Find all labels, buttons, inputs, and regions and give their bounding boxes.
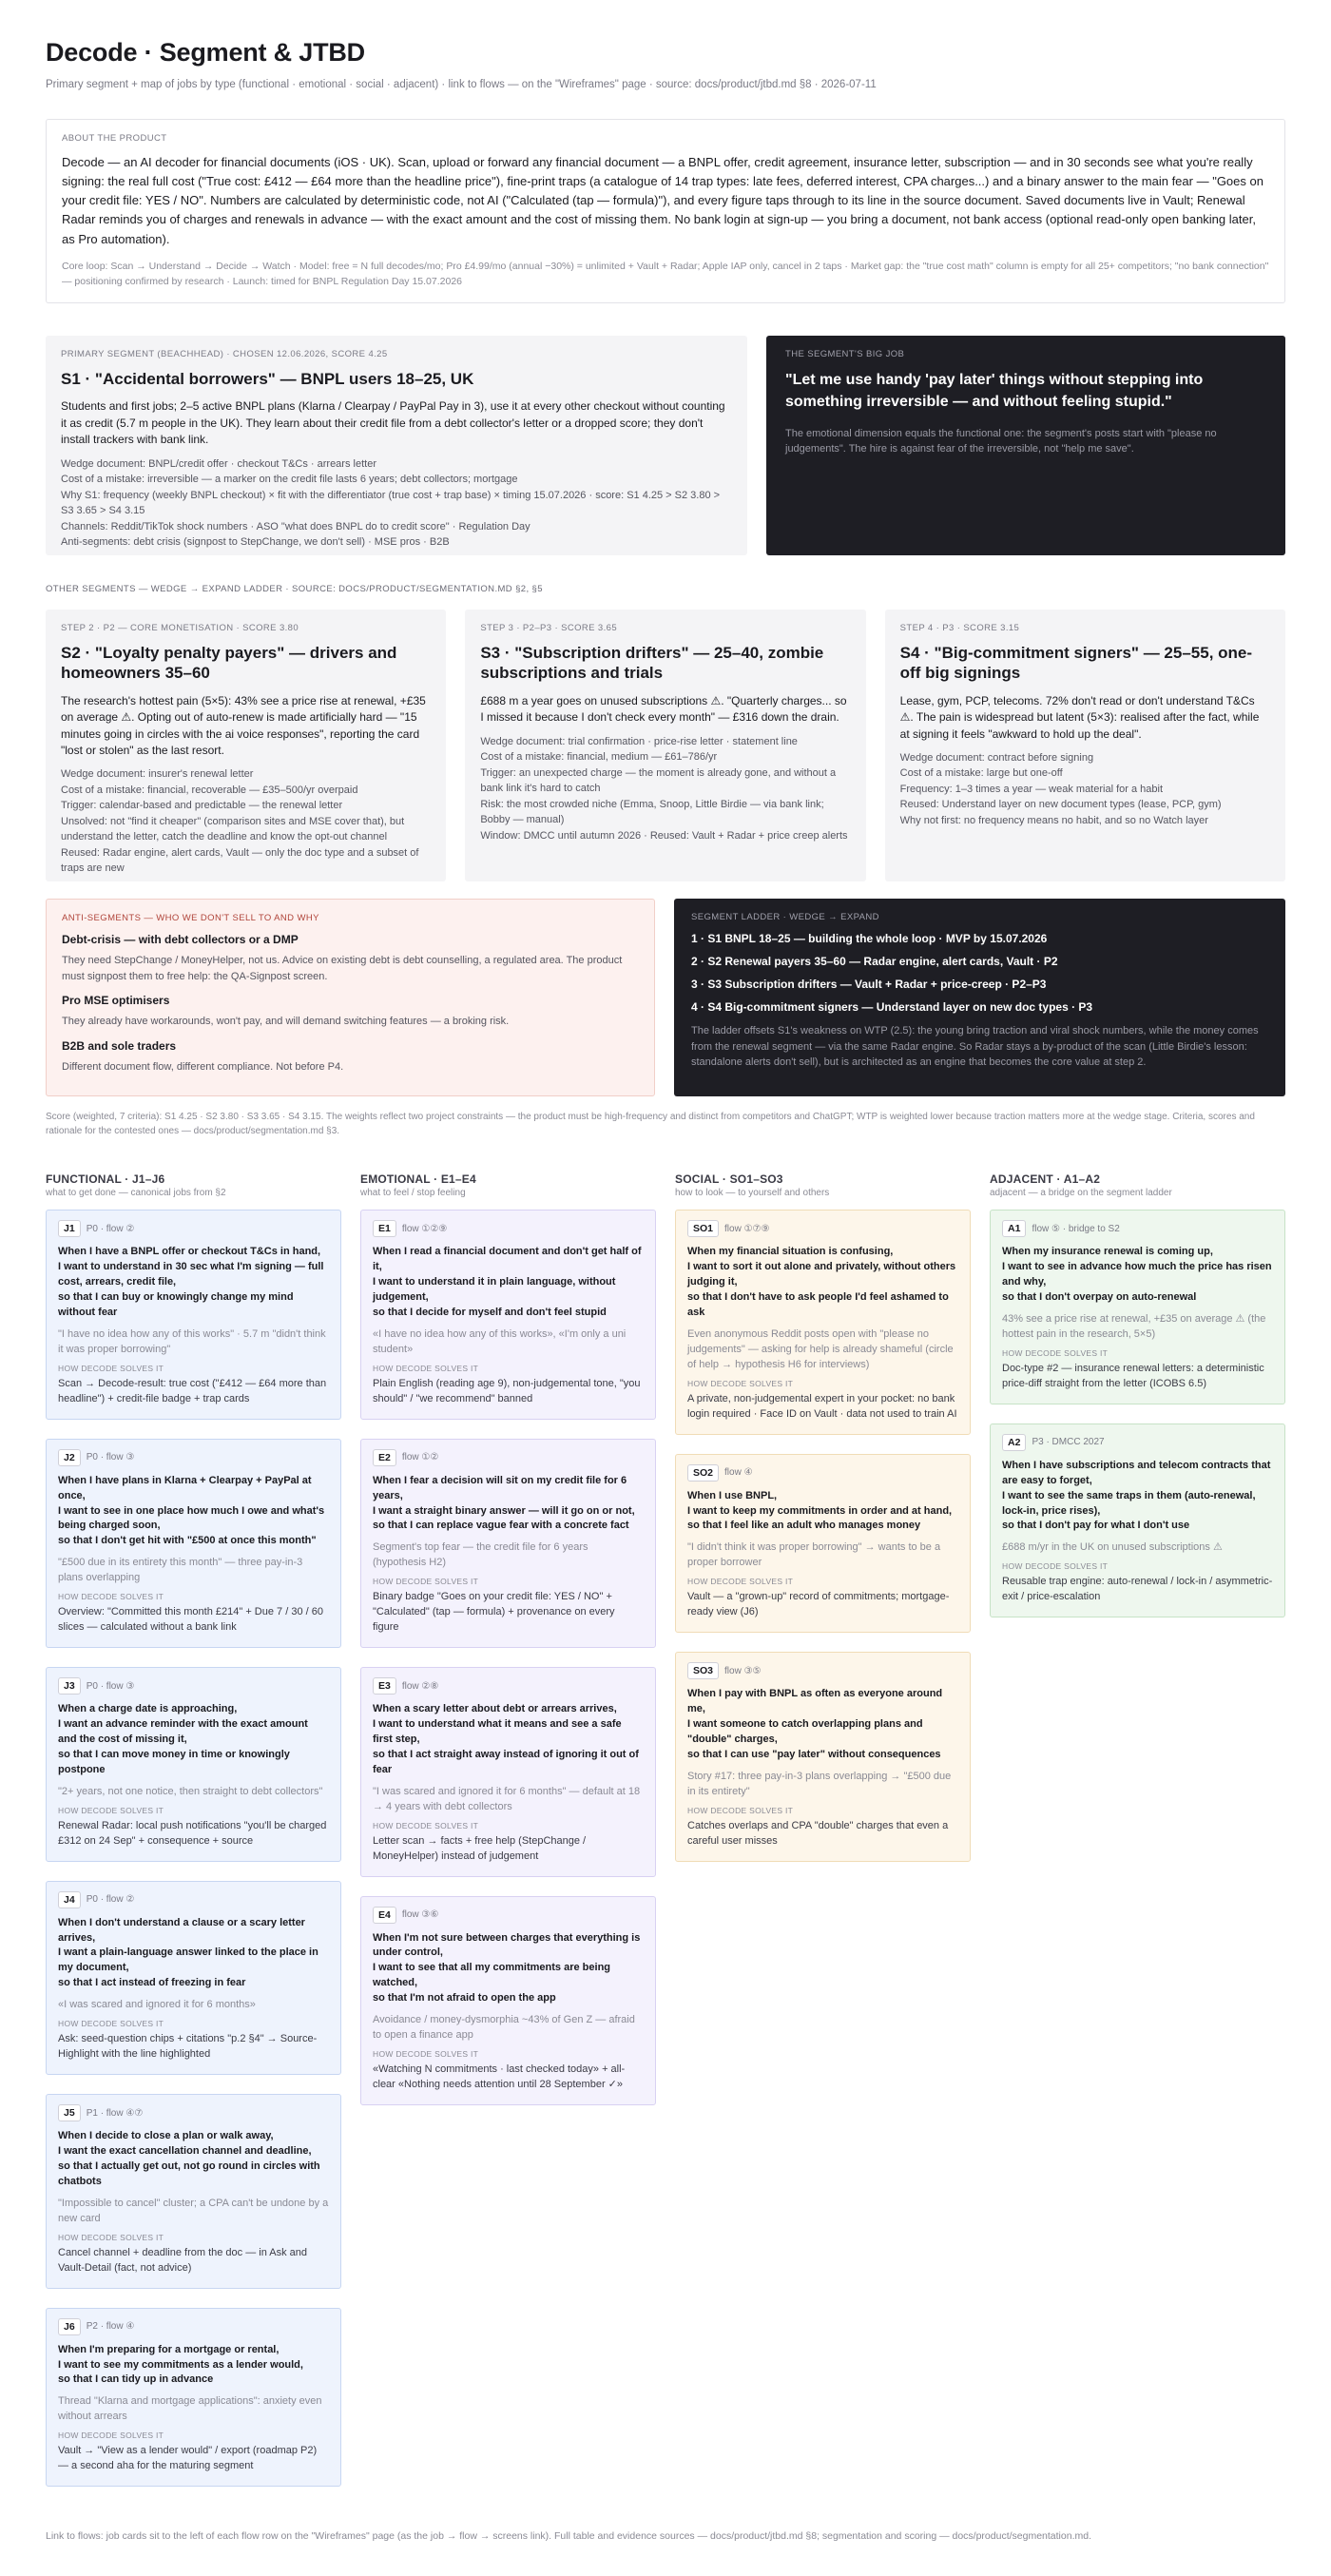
job-statement xyxy=(373,1702,644,1778)
job-statement-line: so that I decide for myself and don't feel stupid xyxy=(373,1306,607,1318)
job-card-header xyxy=(373,1220,644,1237)
anti-items xyxy=(62,933,639,1075)
job-statement-line: so that I can move money in time or knowingly postpone xyxy=(58,1748,290,1775)
job-card-header xyxy=(58,2104,329,2121)
job-statement-line: When I'm preparing for a mortgage or rental, xyxy=(58,2343,280,2355)
segment-label: STEP 4 · P3 · SCORE 3.15 xyxy=(899,623,1020,634)
job-statement xyxy=(58,1474,329,1550)
job-statement-line: so that I can replace vague fear with a concrete fact xyxy=(373,1520,629,1532)
job-evidence: Story #17: three pay-in-3 plans overlapping → "£500 due in its entirety" xyxy=(687,1770,952,1797)
how-decode-solves-label: HOW DECODE SOLVES IT xyxy=(58,1805,164,1815)
job-statement-line: When I read a financial document and don't get half of it, xyxy=(373,1246,642,1273)
job-card-header xyxy=(58,1449,329,1466)
segment-label: STEP 3 · P2–P3 · SCORE 3.65 xyxy=(480,623,618,634)
segment-card xyxy=(465,610,865,881)
job-statement-line: so that I can use "pay later" without consequences xyxy=(687,1748,941,1760)
segment-label: STEP 2 · P2 — CORE MONETISATION · SCORE 3.80 xyxy=(61,623,299,634)
job-meta: flow ⑤ · bridge to S2 xyxy=(1032,1223,1120,1234)
job-evidence: "Impossible to cancel" cluster; a CPA can't be undone by a new card xyxy=(58,2197,329,2224)
ladder-steps xyxy=(691,932,1268,1014)
job-evidence: "2+ years, not one notice, then straight to debt collectors" xyxy=(58,1785,323,1797)
score-note: Score (weighted, 7 criteria): S1 4.25 · S2 3.80 · S3 3.65 · S4 3.15. The weights reflect two project constraints — the product must be high-frequency and distinct from competitors and ChatGPT; WTP is weighted lower because traction matters more at the wedge stage. Criteria, scores and rationale for the contested ones — docs/product/segmentation.md §3. xyxy=(46,1112,1255,1137)
job-meta: P0 · flow ③ xyxy=(86,1452,135,1463)
job-solution: Plain English (reading age 9), non-judgemental tone, "you should" / "we recommend" banned xyxy=(373,1377,641,1404)
job-card-header xyxy=(1002,1220,1273,1237)
job-evidence: «I have no idea how any of this works», «I'm only a uni student» xyxy=(373,1327,627,1355)
how-decode-solves-label: HOW DECODE SOLVES IT xyxy=(1002,1561,1109,1572)
job-id-badge: A1 xyxy=(1002,1220,1026,1237)
job-id-badge: J3 xyxy=(58,1677,81,1695)
primary-detail-line: Wedge document: BNPL/credit offer · checkout T&Cs · arrears letter xyxy=(61,457,376,470)
job-statement-line: I want a straight binary answer — will it go on or not, xyxy=(373,1504,635,1517)
segment-detail-line: Frequency: 1–3 times a year — weak material for a habit xyxy=(899,783,1164,795)
job-statement xyxy=(58,2343,329,2389)
job-statement-line: so that I feel like an adult who manages money xyxy=(687,1520,921,1532)
job-statement-line: When I use BNPL, xyxy=(687,1489,778,1501)
anti-segment-text: They already have workarounds, won't pay, and will demand switching features — a broking risk. xyxy=(62,1016,510,1028)
job-id-badge: SO3 xyxy=(687,1662,719,1679)
job-card xyxy=(990,1424,1285,1618)
job-card xyxy=(360,1210,656,1419)
job-solution: Cancel channel + deadline from the doc — in Ask and Vault-Detail (fact, not advice) xyxy=(58,2246,308,2274)
job-evidence: Avoidance / money-dysmorphia ~43% of Gen Z — afraid to open a finance app xyxy=(373,2014,635,2042)
job-statement-line: so that I can buy or knowingly change my mind without fear xyxy=(58,1291,294,1318)
job-evidence: £688 m/yr in the UK on unused subscriptions ⚠ xyxy=(1002,1541,1223,1554)
job-evidence: "I was scared and ignored it for 6 months" — default at 18 → 4 years with debt collectors xyxy=(373,1785,641,1812)
anti-segment-heading: Pro MSE optimisers xyxy=(62,994,170,1008)
primary-detail-line: Cost of a mistake: irreversible — a marker on the credit file lasts 6 years; debt collectors; mortgage xyxy=(61,474,518,486)
how-decode-solves-label: HOW DECODE SOLVES IT xyxy=(373,1363,479,1373)
segment-detail-line: Reused: Understand layer on new document types (lease, PCP, gym) xyxy=(899,799,1222,811)
job-statement-line: I want someone to catch overlapping plans and "double" charges, xyxy=(687,1718,923,1745)
how-decode-solves-label: HOW DECODE SOLVES IT xyxy=(1002,1347,1109,1358)
job-evidence: Segment's top fear — the credit file for 6 years (hypothesis H2) xyxy=(373,1541,588,1569)
big-job-quote: "Let me use handy 'pay later' things without stepping into something irreversible — and without feeling stupid." xyxy=(785,372,1204,411)
job-card xyxy=(46,2094,341,2289)
jobs-column xyxy=(990,1172,1285,2506)
job-id-badge: J1 xyxy=(58,1220,81,1237)
segment-detail-line: Risk: the most crowded niche (Emma, Snoop, Little Birdie — via bank link; Bobby — manual) xyxy=(480,798,824,826)
job-id-badge: E2 xyxy=(373,1449,396,1466)
job-card xyxy=(675,1454,971,1634)
job-meta: P3 · DMCC 2027 xyxy=(1032,1437,1105,1448)
job-card-header xyxy=(58,1677,329,1695)
job-meta: P0 · flow ② xyxy=(86,1223,135,1234)
job-statement xyxy=(687,1245,958,1321)
job-card-header xyxy=(58,2318,329,2335)
ladder-step: 4 · S4 Big-commitment signers — Understand layer on new doc types · P3 xyxy=(691,1000,1093,1015)
anti-ladder-row xyxy=(46,899,1285,1096)
job-evidence: "I didn't think it was proper borrowing" → wants to be a proper borrower xyxy=(687,1541,941,1569)
segment-detail-line: Cost of a mistake: financial, recoverable — £35–500/yr overpaid xyxy=(61,784,358,796)
job-statement-line: When my insurance renewal is coming up, xyxy=(1002,1246,1213,1258)
segment-detail-line: Wedge document: trial confirmation · price-rise letter · statement line xyxy=(480,735,798,747)
primary-label: PRIMARY SEGMENT (BEACHHEAD) · CHOSEN 12.06.2026, SCORE 4.25 xyxy=(61,349,388,360)
jobs-column xyxy=(675,1172,971,2506)
job-solution: Catches overlaps and CPA "double" charges that even a careful user misses xyxy=(687,1819,949,1847)
column-subtitle: how to look — to yourself and others xyxy=(675,1188,830,1199)
job-statement xyxy=(687,1687,958,1763)
how-decode-solves-label: HOW DECODE SOLVES IT xyxy=(58,1592,164,1602)
job-statement-line: When my financial situation is confusing, xyxy=(687,1246,894,1258)
job-statement xyxy=(1002,1245,1273,1306)
job-statement-line: so that I'm not afraid to open the app xyxy=(373,1992,556,2005)
job-meta: flow ①⑦⑨ xyxy=(724,1223,770,1234)
job-evidence: 43% see a price rise at renewal, +£35 on average ⚠ (the hottest pain in the research, 5×5) xyxy=(1002,1312,1266,1340)
job-id-badge: J2 xyxy=(58,1449,81,1466)
primary-lead: Students and first jobs; 2–5 active BNPL plans (Klarna / Clearpay / PayPal Pay in 3), use it at every other checkout without counting it as credit (5.7 m people in the UK). They learn about their credit file from a debt collector's letter or a dropped score; they don't install trackers with bank link. xyxy=(61,399,725,447)
job-card-header xyxy=(373,1677,644,1695)
segment-lead: Lease, gym, PCP, telecoms. 72% don't read or don't understand T&Cs ⚠. The pain is widespread but latent (5×3): realised after the fact, while at signing it feels "awkward to hold up the deal". xyxy=(899,693,1260,741)
job-statement-line: I want to keep my commitments in order and at hand, xyxy=(687,1504,953,1517)
about-panel xyxy=(46,119,1285,303)
how-decode-solves-label: HOW DECODE SOLVES IT xyxy=(373,1577,479,1587)
ladder-step: 1 · S1 BNPL 18–25 — building the whole loop · MVP by 15.07.2026 xyxy=(691,932,1048,946)
anti-segment-text: They need StepChange / MoneyHelper, not us. Advice on existing debt is debt counselling, a regulated area. The product must signpost them to free help: the QA-Signpost screen. xyxy=(62,955,623,982)
big-job-card xyxy=(766,336,1285,555)
job-statement-line: When I decide to close a plan or walk away, xyxy=(58,2130,274,2142)
job-statement-line: I want to understand it in plain language, without judgement, xyxy=(373,1276,616,1304)
other-segments-label: OTHER SEGMENTS — WEDGE → EXPAND LADDER · SOURCE: DOCS/PRODUCT/SEGMENTATION.MD §2, §5 xyxy=(46,584,543,595)
job-solution: Reusable trap engine: auto-renewal / lock-in / asymmetric-exit / price-escalation xyxy=(1002,1576,1273,1603)
job-statement xyxy=(373,1245,644,1321)
job-statement-line: I want to see in one place how much I owe and what's being charged soon, xyxy=(58,1504,325,1532)
ladder-step: 2 · S2 Renewal payers 35–60 — Radar engine, alert cards, Vault · P2 xyxy=(691,955,1058,969)
primary-detail-line: Channels: Reddit/TikTok shock numbers · ASO "what does BNPL do to credit score" · Regulation Day xyxy=(61,520,530,533)
anti-segment-heading: B2B and sole traders xyxy=(62,1038,177,1053)
segment-detail-line: Unsolved: not "find it cheaper" (comparison sites and MSE cover that), but understand the letter, catch the deadline and know the opt-out channel xyxy=(61,815,405,843)
job-solution: Overview: "Committed this month £214" + Due 7 / 30 / 60 slices — calculated without a bank link xyxy=(58,1606,323,1634)
column-title: SOCIAL · SO1–SO3 xyxy=(675,1172,783,1187)
how-decode-solves-label: HOW DECODE SOLVES IT xyxy=(58,2019,164,2029)
job-statement-line: I want to sort it out alone and privately, without others judging it, xyxy=(687,1261,956,1288)
job-evidence: «I was scared and ignored it for 6 months» xyxy=(58,1999,256,2011)
job-id-badge: SO1 xyxy=(687,1220,719,1237)
job-card-header xyxy=(58,1891,329,1908)
anti-segment-heading: Debt-crisis — with debt collectors or a DMP xyxy=(62,933,299,947)
segment-detail-line: Trigger: calendar-based and predictable — the renewal letter xyxy=(61,800,343,812)
job-id-badge: J6 xyxy=(58,2318,81,2335)
job-meta: P1 · flow ④⑦ xyxy=(86,2107,144,2119)
job-statement-line: I want to see that all my commitments are being watched, xyxy=(373,1962,611,1989)
job-card xyxy=(360,1439,656,1648)
job-statement-line: so that I don't pay for what I don't use xyxy=(1002,1520,1190,1532)
job-statement-line: so that I act straight away instead of ignoring it out of fear xyxy=(373,1748,639,1775)
jobs-column xyxy=(360,1172,656,2506)
segment-lead: £688 m a year goes on unused subscriptions ⚠. "Quarterly charges... so I missed it because I don't check every month" — £316 down the drain. xyxy=(480,693,847,725)
job-solution: Vault → "View as a lender would" / export (roadmap P2) — a second aha for the maturing segment xyxy=(58,2445,318,2472)
job-statement-line: I want to see my commitments as a lender would, xyxy=(58,2358,303,2371)
job-statement xyxy=(687,1489,958,1535)
job-id-badge: J5 xyxy=(58,2104,81,2121)
job-evidence: "£500 due in its entirety this month" — three pay-in-3 plans overlapping xyxy=(58,1557,303,1584)
segment-card xyxy=(885,610,1285,881)
job-solution: A private, non-judgemental expert in your pocket: no bank login required · Face ID on Vault · data not used to train AI xyxy=(687,1392,957,1420)
column-title: FUNCTIONAL · J1–J6 xyxy=(46,1172,165,1187)
job-statement xyxy=(373,1474,644,1535)
job-card xyxy=(46,1439,341,1648)
segment-lead: The research's hottest pain (5×5): 43% see a price rise at renewal, +£35 on average ⚠. Opting out of auto-renew is made artificially hard — "15 minutes going in circles with the ai voice responses", reporting the card "lost or stolen" as the last resort. xyxy=(61,693,426,757)
page-subtitle: Primary segment + map of jobs by type (functional · emotional · social · adjacent) · link to flows — on the "Wireframes" page · source: docs/product/jtbd.md §8 · 2026-07-11 xyxy=(46,79,877,90)
footer-note: Link to flows: job cards sit to the left of each flow row on the "Wireframes" page (as the job → flow → screens link). Full table and evidence sources — docs/product/jtbd.md §8; segmentation and scoring — docs/product/segmentation.md. xyxy=(46,2530,1091,2543)
ladder-step: 3 · S3 Subscription drifters — Vault + Radar + price-creep · P2–P3 xyxy=(691,978,1047,992)
column-subtitle: what to feel / stop feeling xyxy=(360,1188,466,1199)
job-meta: flow ③⑤ xyxy=(724,1665,762,1676)
job-solution: Letter scan → facts + free help (StepChange / MoneyHelper) instead of judgement xyxy=(373,1834,587,1862)
job-solution: Binary badge "Goes on your credit file: YES / NO" + "Calculated" (tap — formula) + provenance on every figure xyxy=(373,1591,615,1634)
job-statement xyxy=(58,1245,329,1321)
job-meta: P2 · flow ④ xyxy=(86,2321,135,2333)
job-statement-line: so that I don't have to ask people I'd feel ashamed to ask xyxy=(687,1291,949,1318)
job-statement xyxy=(58,1916,329,1992)
job-evidence: Even anonymous Reddit posts open with "please no judgements" — asking for help is already shameful (circle of help → hypothesis H6 for interviews) xyxy=(687,1327,954,1370)
job-card xyxy=(360,1667,656,1876)
job-solution: Renewal Radar: local push notifications "you'll be charged £312 on 24 Sep" + consequence + source xyxy=(58,1819,327,1847)
about-body: Decode — an AI decoder for financial documents (iOS · UK). Scan, upload or forward any financial document — a BNPL offer, credit agreement, insurance letter, subscription — and in 30 seconds see what you're really signing: the real full cost ("True cost: £412 — £64 more than the headline price"), fine-print traps (a catalogue of 14 trap types: late fees, deferred interest, CPA charges...) and a binary answer to the main fear — "Goes on your credit file: YES / NO". Numbers are calculated by deterministic code, not AI ("Calculated (tap — formula)"), and every figure taps through to its line in the source document. Saved documents live in Vault; Renewal Radar reminds you of charges and renewals in advance — with the exact amount and the cost of missing them. No bank login at sign-up — you bring a document, not bank access (optional read-only open banking later, as Pro automation). xyxy=(62,155,1263,246)
job-card-header xyxy=(687,1220,958,1237)
job-meta: flow ③⑥ xyxy=(401,1909,439,1921)
anti-segment-text: Different document flow, different compliance. Not before P4. xyxy=(62,1060,344,1073)
segment-title: S3 · "Subscription drifters" — 25–40, zombie subscriptions and trials xyxy=(480,644,824,683)
job-statement-line: When I have plans in Klarna + Clearpay + PayPal at once, xyxy=(58,1474,312,1501)
primary-row xyxy=(46,336,1285,555)
jobs-map xyxy=(46,1172,1285,2506)
job-statement-line: When I have a BNPL offer or checkout T&Cs in hand, xyxy=(58,1246,321,1258)
job-id-badge: J4 xyxy=(58,1891,81,1908)
job-card-header xyxy=(373,1907,644,1924)
how-decode-solves-label: HOW DECODE SOLVES IT xyxy=(373,2049,479,2060)
column-subtitle: adjacent — a bridge on the segment ladder xyxy=(990,1188,1172,1199)
primary-segment-card xyxy=(46,336,747,555)
job-card xyxy=(990,1210,1285,1404)
job-meta: flow ④ xyxy=(724,1467,753,1479)
job-id-badge: A2 xyxy=(1002,1434,1026,1451)
job-statement-line: When I'm not sure between charges that everything is under control, xyxy=(373,1931,641,1959)
job-solution: «Watching N commitments · last checked today» + all-clear «Nothing needs attention until 28 September ✓» xyxy=(373,2063,626,2091)
job-statement-line: When I pay with BNPL as often as everyone around me, xyxy=(687,1688,943,1715)
page-title: Decode · Segment & JTBD xyxy=(46,38,365,67)
job-id-badge: E1 xyxy=(373,1220,396,1237)
job-statement-line: When a charge date is approaching, xyxy=(58,1703,238,1715)
job-statement-line: When I have subscriptions and telecom contracts that are easy to forget, xyxy=(1002,1459,1271,1486)
big-job-label: THE SEGMENT'S BIG JOB xyxy=(785,349,905,360)
primary-title: S1 · "Accidental borrowers" — BNPL users 18–25, UK xyxy=(61,370,474,389)
how-decode-solves-label: HOW DECODE SOLVES IT xyxy=(58,1363,164,1373)
job-statement-line: so that I act instead of freezing in fear xyxy=(58,1977,246,1989)
job-solution: Doc-type #2 — insurance renewal letters: a deterministic price-diff straight from the letter (ICOBS 6.5) xyxy=(1002,1362,1264,1389)
job-statement-line: I want the exact cancellation channel and deadline, xyxy=(58,2145,312,2158)
job-statement-line: I want to understand what it means and see a safe first step, xyxy=(373,1718,622,1745)
segment-ladder-card xyxy=(674,899,1285,1096)
segment-title: S4 · "Big-commitment signers" — 25–55, one-off big signings xyxy=(899,644,1253,683)
job-statement-line: so that I actually get out, not go round in circles with chatbots xyxy=(58,2160,320,2187)
segment-detail-line: Window: DMCC until autumn 2026 · Reused: Vault + Radar + price creep alerts xyxy=(480,829,848,842)
job-statement xyxy=(1002,1459,1273,1535)
big-job-note: The emotional dimension equals the functional one: the segment's posts start with "please no judgements". The hire is against fear of the irreversible, not "help me save". xyxy=(785,427,1217,455)
primary-detail-line: Anti-segments: debt crisis (signpost to StepChange, we don't sell) · MSE pros · B2B xyxy=(61,536,450,549)
how-decode-solves-label: HOW DECODE SOLVES IT xyxy=(58,2431,164,2441)
other-segments-row xyxy=(46,610,1285,881)
jobs-column xyxy=(46,1172,341,2506)
job-solution: Ask: seed-question chips + citations "p.2 §4" → Source-Highlight with the line highlighted xyxy=(58,2033,318,2061)
anti-segments-card xyxy=(46,899,655,1096)
job-meta: flow ①②⑨ xyxy=(401,1223,448,1234)
how-decode-solves-label: HOW DECODE SOLVES IT xyxy=(58,2232,164,2242)
column-title: ADJACENT · A1–A2 xyxy=(990,1172,1101,1187)
segment-detail-line: Trigger: an unexpected charge — the moment is already gone, and without a bank link it's hard to catch xyxy=(480,766,837,795)
anti-label: ANTI-SEGMENTS — WHO WE DON'T SELL TO AND WHY xyxy=(62,913,319,924)
job-card xyxy=(46,2308,341,2488)
job-card xyxy=(46,1210,341,1419)
job-card xyxy=(46,1881,341,2076)
segment-detail-line: Cost of a mistake: financial, medium — £61–786/yr xyxy=(480,751,718,764)
job-card-header xyxy=(373,1449,644,1466)
job-statement-line: When I fear a decision will sit on my credit file for 6 years, xyxy=(373,1474,627,1501)
job-card xyxy=(46,1667,341,1862)
job-statement-line: When a scary letter about debt or arrears arrives, xyxy=(373,1703,617,1715)
about-meta: Core loop: Scan → Understand → Decide → Watch · Model: free = N full decodes/mo; Pro £4.99/mo (annual −30%) = unlimited + Vault + Radar; Apple IAP only, cancel in 2 taps · Market gap: the "true cost math" column is empty for all 25+ competitors; "no bank connection" — positioning confirmed by research · Launch: timed for BNPL Regulation Day 15.07.2026 xyxy=(62,260,1269,287)
segment-detail-line: Wedge document: insurer's renewal letter xyxy=(61,768,254,781)
how-decode-solves-label: HOW DECODE SOLVES IT xyxy=(687,1577,794,1587)
job-statement xyxy=(58,2129,329,2190)
primary-detail-line: Why S1: frequency (weekly BNPL checkout) × fit with the differentiator (true cost + trap base) × timing 15.07.2026 · score: S1 4.25 > S2 3.80 > S3 3.65 > S4 3.15 xyxy=(61,489,721,517)
job-card-header xyxy=(1002,1434,1273,1451)
segment-title: S2 · "Loyalty penalty payers" — drivers and homeowners 35–60 xyxy=(61,644,397,683)
column-subtitle: what to get done — canonical jobs from §2 xyxy=(46,1188,226,1199)
job-evidence: Thread "Klarna and mortgage applications": anxiety even without arrears xyxy=(58,2395,322,2423)
ladder-note: The ladder offsets S1's weakness on WTP (2.5): the young bring traction and viral shock numbers, while the money comes from the renewal segment — via the same Radar engine. So Radar stays a by-product of the scan (Little Birdie's lesson: standalone alerts don't sell), but is architected as an engine that becomes the core value at step 2. xyxy=(691,1025,1259,1069)
job-statement-line: so that I don't overpay on auto-renewal xyxy=(1002,1291,1197,1304)
job-meta: P0 · flow ③ xyxy=(86,1680,135,1692)
how-decode-solves-label: HOW DECODE SOLVES IT xyxy=(687,1805,794,1815)
job-statement-line: I want a plain-language answer linked to the place in my document, xyxy=(58,1947,318,1974)
job-meta: flow ②⑧ xyxy=(401,1680,439,1692)
job-solution: Scan → Decode-result: true cost ("£412 — £64 more than headline") + credit-file badge + trap cards xyxy=(58,1377,327,1404)
segment-detail-line: Reused: Radar engine, alert cards, Vault — only the doc type and a subset of traps are new xyxy=(61,846,419,875)
ladder-label: SEGMENT LADDER · WEDGE → EXPAND xyxy=(691,912,879,923)
job-id-badge: E3 xyxy=(373,1677,396,1695)
how-decode-solves-label: HOW DECODE SOLVES IT xyxy=(373,1820,479,1830)
job-card-header xyxy=(687,1662,958,1679)
column-title: EMOTIONAL · E1–E4 xyxy=(360,1172,476,1187)
job-card-header xyxy=(58,1220,329,1237)
job-statement-line: so that I can tidy up in advance xyxy=(58,2373,214,2386)
segment-detail-line: Cost of a mistake: large but one-off xyxy=(899,767,1063,780)
job-statement xyxy=(58,1702,329,1778)
job-solution: Vault — a "grown-up" record of commitments; mortgage-ready view (J6) xyxy=(687,1591,950,1618)
segment-detail-line: Why not first: no frequency means no habit, and so no Watch layer xyxy=(899,814,1208,826)
job-card xyxy=(360,1896,656,2105)
segment-card xyxy=(46,610,446,881)
job-meta: flow ①② xyxy=(401,1452,439,1463)
how-decode-solves-label: HOW DECODE SOLVES IT xyxy=(687,1378,794,1388)
job-id-badge: SO2 xyxy=(687,1464,719,1482)
job-evidence: "I have no idea how any of this works" · 5.7 m "didn't think it was proper borrowing" xyxy=(58,1327,326,1355)
job-card xyxy=(675,1652,971,1861)
job-statement-line: When I don't understand a clause or a scary letter arrives, xyxy=(58,1916,305,1944)
job-statement-line: I want to see in advance how much the price has risen and why, xyxy=(1002,1261,1272,1288)
job-statement-line: so that I don't get hit with "£500 at once this month" xyxy=(58,1535,317,1547)
about-label: ABOUT THE PRODUCT xyxy=(62,133,167,144)
segment-detail-line: Wedge document: contract before signing xyxy=(899,751,1094,764)
job-statement-line: I want to understand in 30 sec what I'm signing — full cost, arrears, credit file, xyxy=(58,1261,324,1288)
job-card-header xyxy=(687,1464,958,1482)
job-id-badge: E4 xyxy=(373,1907,396,1924)
job-card xyxy=(675,1210,971,1434)
job-meta: P0 · flow ② xyxy=(86,1894,135,1906)
primary-details xyxy=(61,456,732,551)
job-statement-line: I want to see the same traps in them (auto-renewal, lock-in, price rises), xyxy=(1002,1489,1256,1517)
job-statement-line: I want an advance reminder with the exact amount and the cost of missing it, xyxy=(58,1718,308,1745)
job-statement xyxy=(373,1931,644,2007)
